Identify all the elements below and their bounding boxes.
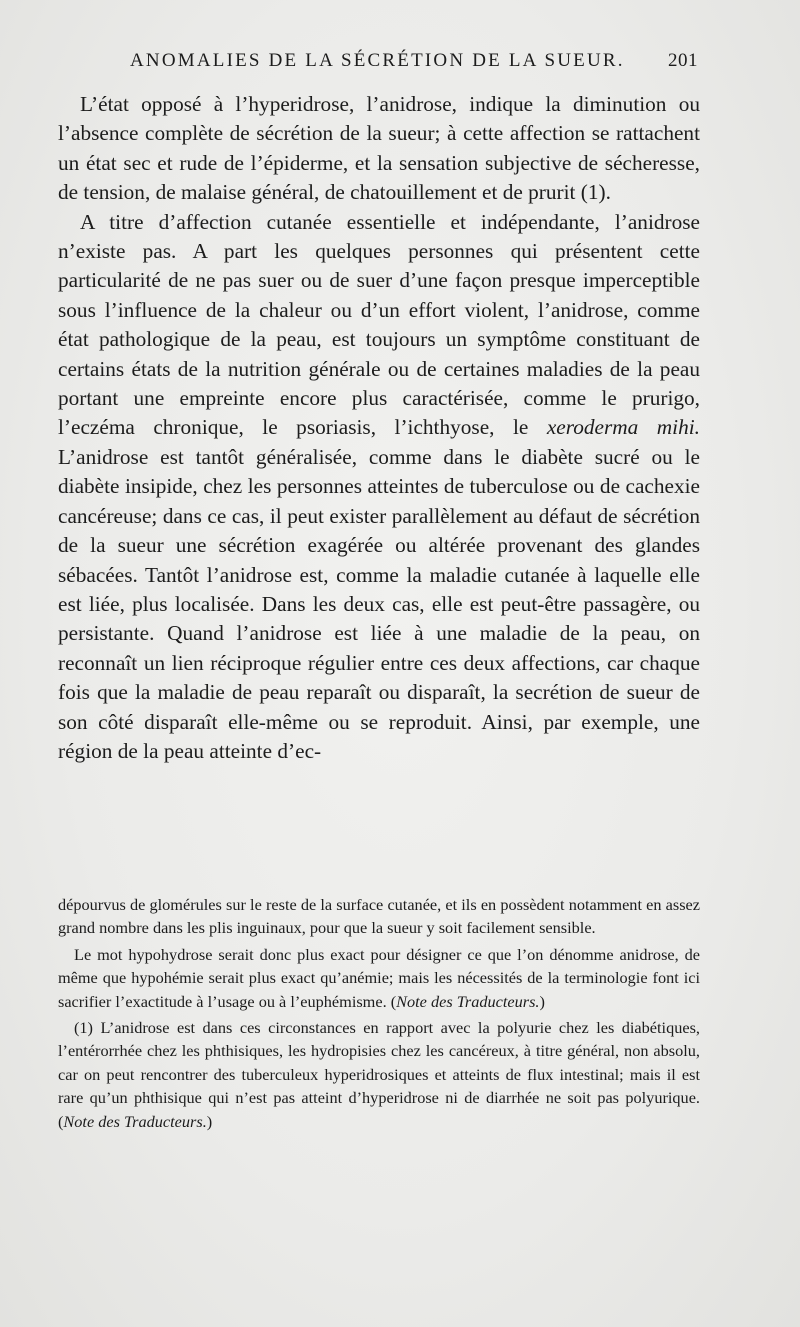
paragraph-anidrose-pathology — [58, 208, 700, 767]
paragraph-text: L’anidrose est tantôt généralisée, comme dans le diabète sucré ou le diabète insipide, chez les personnes atteintes de tuberculose ou de cachexie cancéreuse; dans ce cas, il peut exister parallèlement au défaut de sécrétion de la sueur une sécrétion exagérée ou altérée provenant des glandes sébacées. Tantôt l’anidrose est, comme la maladie cutanée à laquelle elle est liée, plus localisée. Dans les deux cas, elle est peut-être passagère, ou persistante. Quand l’anidrose est liée à une maladie de la peau, on reconnaît un lien réciproque régulier entre ces deux affections, car chaque fois que la maladie de peau reparaît ou disparaît, la secrétion de sueur de son côté disparaît elle-même ou se reproduit. Ainsi, par exemple, une région de la peau atteinte d’ec- — [58, 444, 700, 763]
footnote-continuation — [58, 893, 700, 940]
footnote-text: Le mot hypohydrose serait donc plus exact pour désigner ce que l’on dénomme anidrose, de même que hypohémie serait plus exact qu’anémie; mais les nécessités de la terminologie font ici sacrifier l’exactitude à l’usage ou à l’euphémisme. ( — [58, 944, 700, 1011]
paragraph-text: A titre d’affection cutanée essentielle et indépendante, l’anidrose n’existe pas. A part les quelques personnes qui présentent cette particularité de ne pas suer ou de suer d’une façon presque imperceptible sous l’influence de la chaleur ou d’un effort violent, l’anidrose, comme état pathologique de la peau, est toujours un symptôme constituant de certains états de la nutrition générale ou de certaines maladies de la peau portant une empreinte encore plus caractérisée, comme le prurigo, l’eczéma chronique, le psoriasis, l’ichthyose, le — [58, 209, 700, 440]
main-text — [58, 90, 700, 766]
footnote-text: dépourvus de glomérules sur le reste de la surface cutanée, et ils en possèdent notamment en assez grand nombre dans les plis inguinaux, pour que la sueur y soit facilement sensible. — [58, 895, 700, 938]
page-number: 201 — [668, 50, 698, 71]
paragraph-anidrose-definition — [58, 90, 700, 208]
footnote-attribution: Note des Traducteurs. — [63, 1111, 207, 1131]
italic-term: xeroderma mihi. — [546, 415, 700, 440]
footnote-attribution: Note des Traducteurs. — [396, 991, 540, 1011]
footnote-terminology — [58, 943, 700, 1013]
footnote-text: ) — [539, 991, 545, 1011]
footnote-text: (1) L’anidrose est dans ces circonstances en rapport avec la polyurie chez les diabétiques, l’entérorrhée chez les phthisiques, les hydropisies chez les cancéreux, à titre général, non absolu, car on peut rencontrer des tuberculeux hyperidrosiques et atteints de flux intestinal; mais il est rare qu’un phthisique qui n’est pas atteint d’hyperidrose ni de diarrhée ne soit pas polyurique. ( — [58, 1018, 700, 1131]
paragraph-text: L’état opposé à l’hyperidrose, l’anidrose, indique la diminution ou l’absence complète de sécrétion de la sueur; à cette affection se rattachent un état sec et rude de l’épiderme, et la sensation subjective de sécheresse, de tension, de malaise général, de chatouillement et de prurit (1). — [58, 92, 700, 205]
footnotes — [58, 893, 700, 1136]
footnote-1 — [58, 1016, 700, 1133]
running-head: ANOMALIES DE LA SÉCRÉTION DE LA SUEUR. — [130, 50, 625, 71]
page-header — [58, 50, 698, 78]
footnote-text: ) — [206, 1111, 213, 1131]
